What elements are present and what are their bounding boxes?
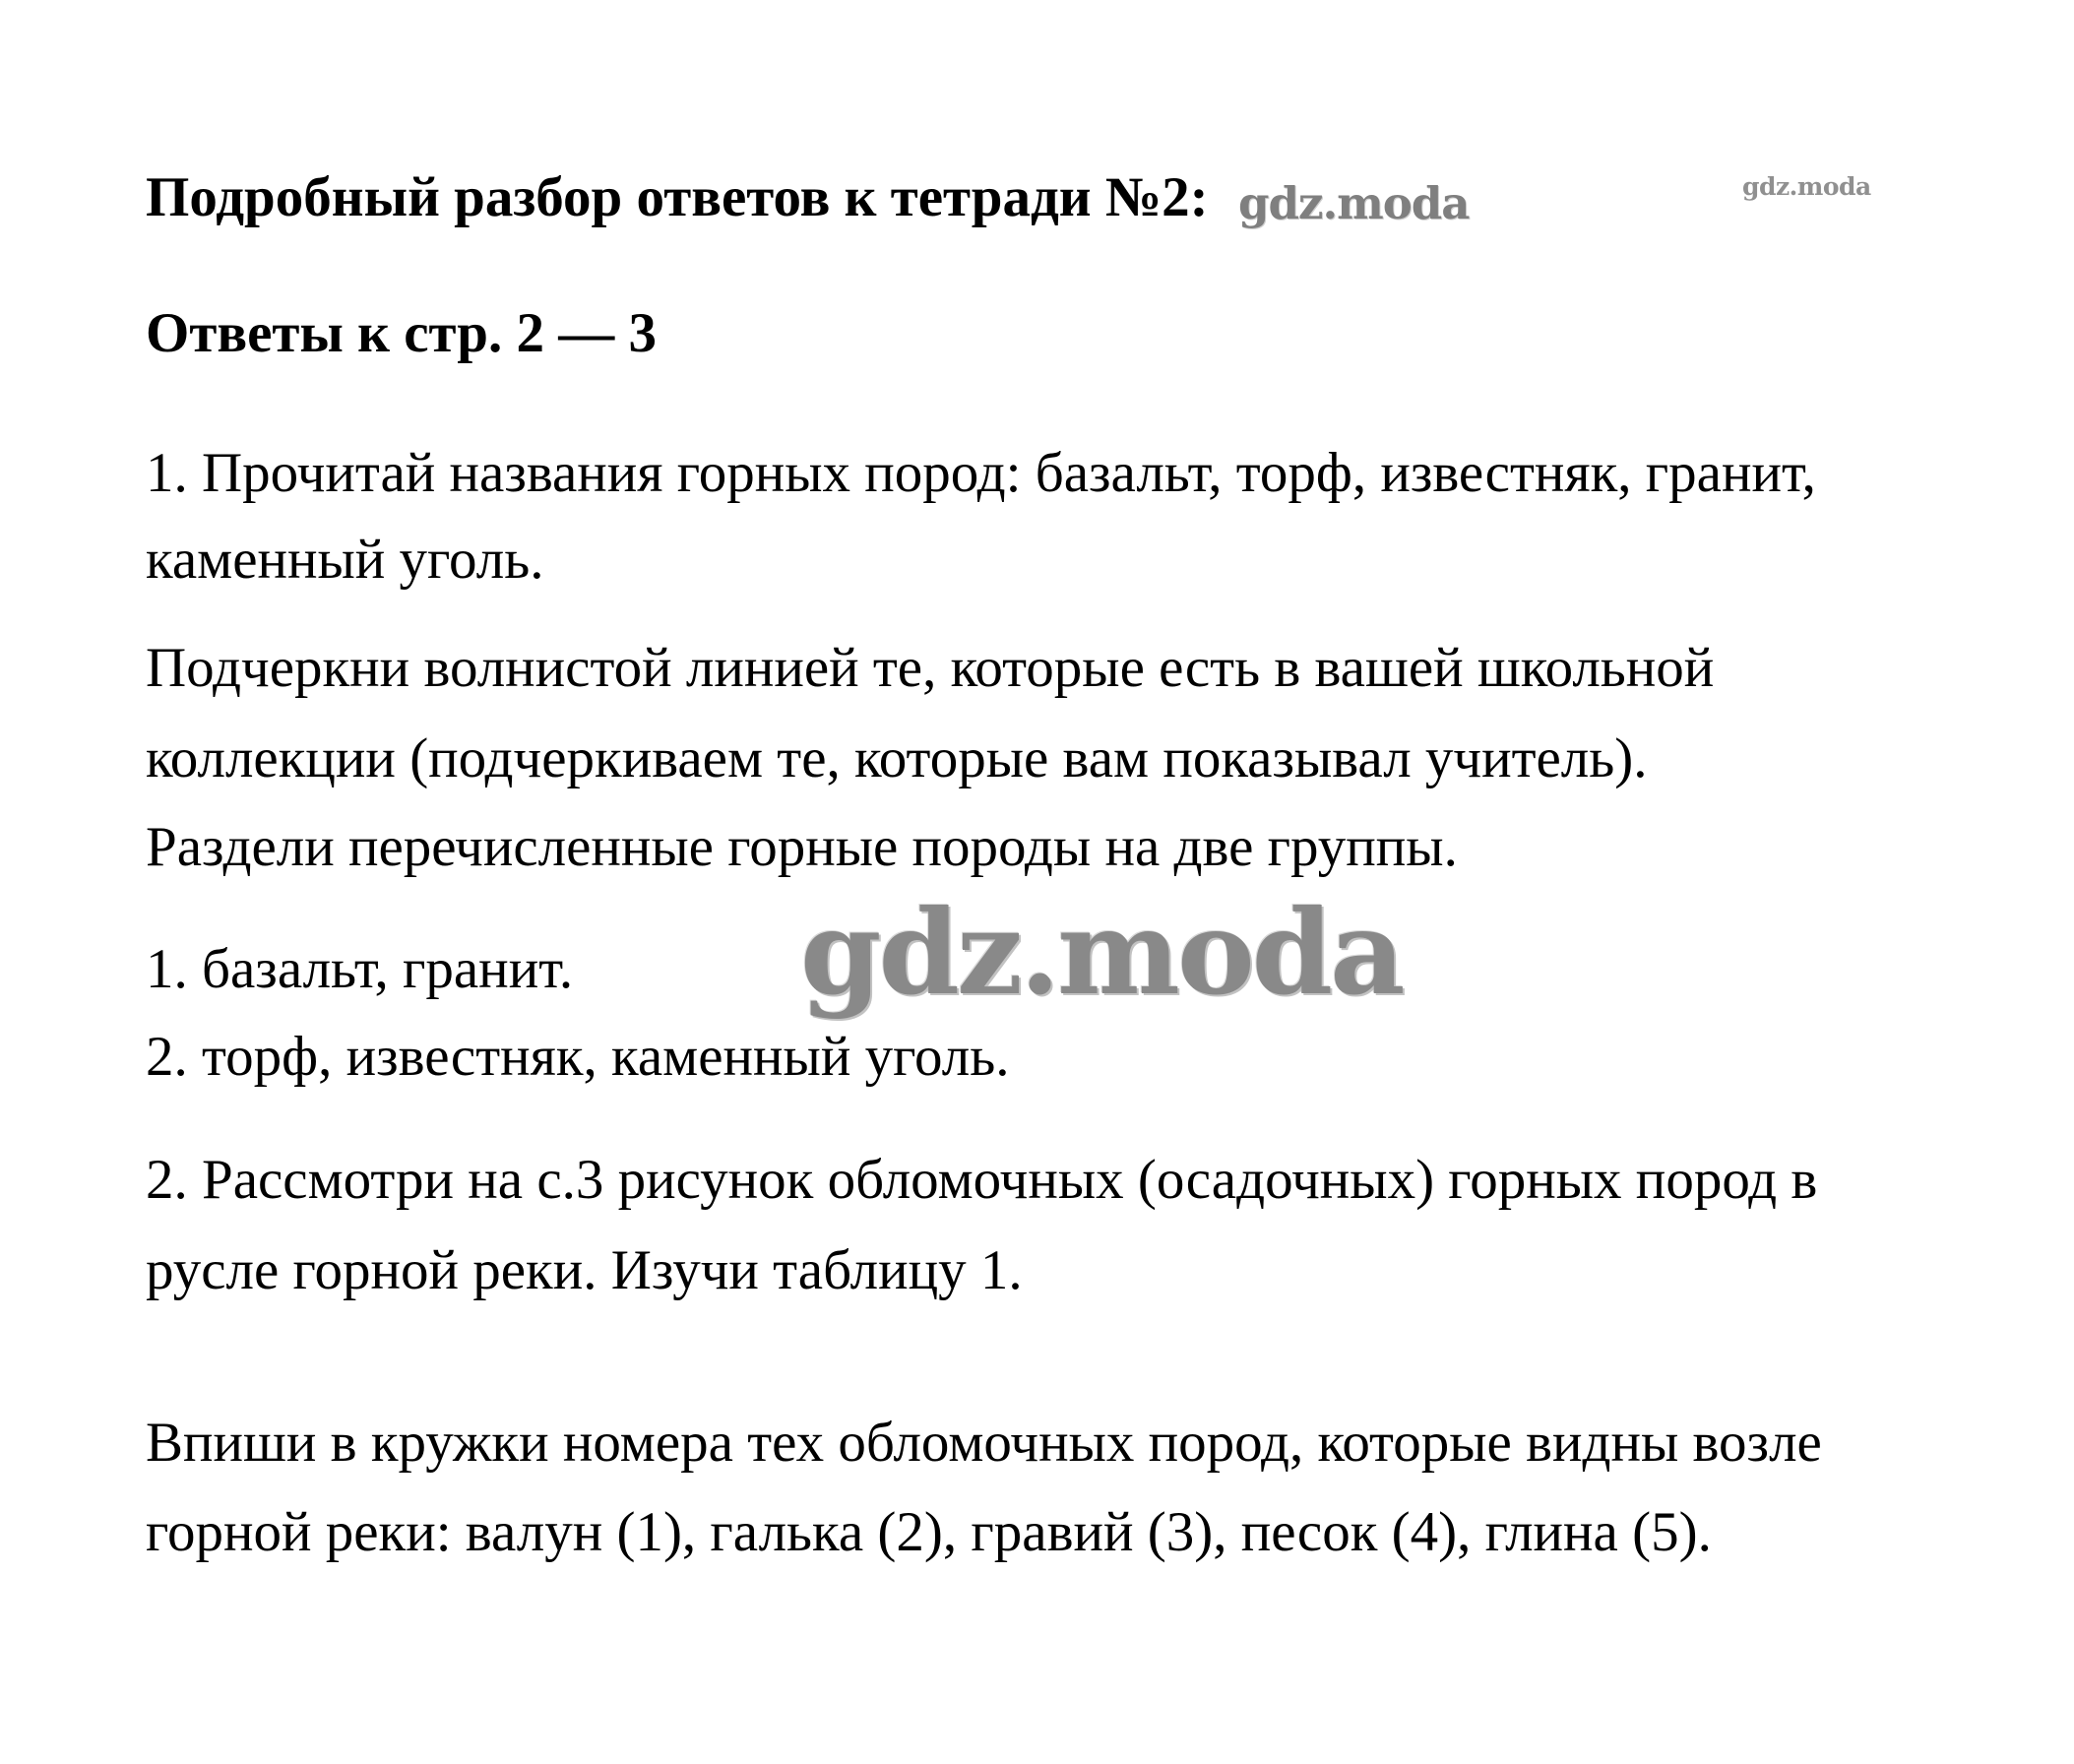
task2-line-3: Впиши в кружки номера тех обломочных пород, которые видны возле — [146, 1412, 1822, 1474]
task1-line-5: Раздели перечисленные горные породы на две группы. — [146, 816, 1458, 878]
watermark-corner: gdz.moda — [1742, 172, 1871, 201]
task1-line-2: каменный уголь. — [146, 529, 544, 591]
page-subtitle: Ответы к стр. 2 — 3 — [146, 302, 657, 364]
task1-line-4: коллекции (подчеркиваем те, которые вам показывал учитель). — [146, 727, 1648, 789]
task1-group-2: 2. торф, известняк, каменный уголь. — [146, 1026, 1010, 1088]
task2-line-4: горной реки: валун (1), галька (2), гравий (3), песок (4), глина (5). — [146, 1501, 1712, 1563]
task1-line-3: Подчеркни волнистой линией те, которые есть в вашей школьной — [146, 637, 1715, 699]
task1-line-1: 1. Прочитай названия горных пород: базальт, торф, известняк, гранит, — [146, 442, 1816, 504]
task2-line-2: русле горной реки. Изучи таблицу 1. — [146, 1239, 1023, 1301]
watermark-heading: gdz.moda — [1238, 177, 1470, 229]
page-title: Подробный разбор ответов к тетради №2: — [146, 166, 1209, 228]
task2-line-1: 2. Рассмотри на с.3 рисунок обломочных (осадочных) горных пород в — [146, 1149, 1818, 1211]
task1-group-1: 1. базальт, гранит. — [146, 938, 574, 1000]
watermark-center: gdz.moda — [800, 884, 1403, 1021]
